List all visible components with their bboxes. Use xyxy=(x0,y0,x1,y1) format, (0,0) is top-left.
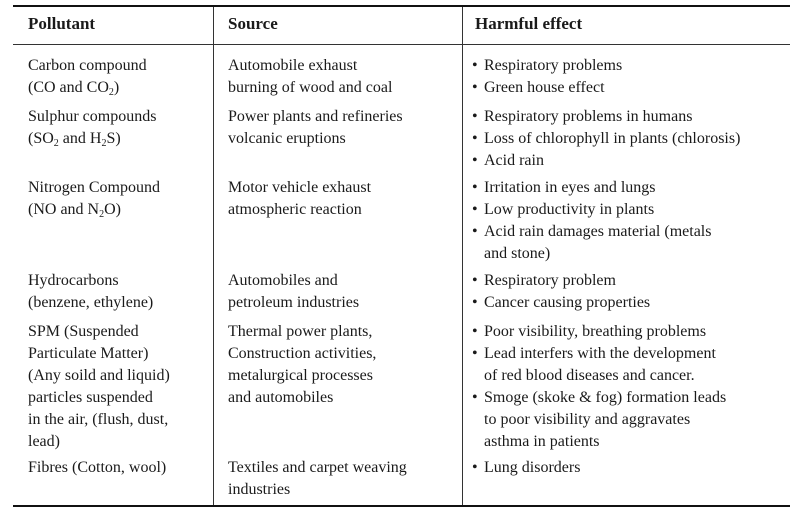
row-fibres-pollutant: Fibres (Cotton, wool) xyxy=(28,459,167,476)
row-nitrogen-pollutant: Nitrogen Compound (NO and $N_2O$) xyxy=(28,179,160,220)
column-divider xyxy=(213,7,214,505)
column-divider xyxy=(462,7,463,505)
header-rule xyxy=(13,44,790,45)
row-nitrogen-effects xyxy=(472,177,711,265)
effect-item: • Respiratory problems xyxy=(472,55,622,77)
effect-item: • Loss of chlorophyll in plants (chlorosis) xyxy=(472,128,740,150)
row-sulphur-effects xyxy=(472,106,740,172)
formula: ($SO_2$ and $H_2S$) xyxy=(28,130,121,149)
effect-item: • Poor visibility, breathing problems xyxy=(472,321,726,343)
row-nitrogen-source: Motor vehicle exhaust atmospheric reaction xyxy=(228,179,372,218)
header-harmful-effect: Harmful effect xyxy=(475,14,583,33)
row-sulphur-pollutant: Sulphur compounds ($SO_2$ and $H_2S$) xyxy=(28,108,157,149)
effect-item: • Respiratory problems in humans xyxy=(472,106,740,128)
effect-item: • Green house effect xyxy=(472,77,622,99)
effect-item: • Irritation in eyes and lungs xyxy=(472,177,711,199)
row-hydrocarbons-pollutant: Hydrocarbons (benzene, ethylene) xyxy=(28,272,154,311)
row-spm-pollutant: SPM (Suspended Particulate Matter) (Any soild and liquid) particles suspended in the air, (flush, dust, lead) xyxy=(28,323,170,450)
row-hydrocarbons-source: Automobiles and petroleum industries xyxy=(228,272,360,311)
row-spm-source: Thermal power plants, Construction activities, metalurgical processes and automobiles xyxy=(228,323,377,406)
effect-item: • Acid rain xyxy=(472,150,740,172)
row-carbon-pollutant: Carbon compound (CO and $CO_2$) xyxy=(28,57,147,98)
effect-item: • Low productivity in plants xyxy=(472,199,711,221)
effect-item: • Smoge (skoke & fog) formation leads to poor visibility and aggravates asthma in patients xyxy=(472,387,726,453)
effect-item: • Lead interfers with the development of red blood diseases and cancer. xyxy=(472,343,726,387)
effect-item: • Respiratory problem xyxy=(472,270,650,292)
formula: (CO and $CO_2$) xyxy=(28,79,120,98)
formula: (NO and $N_2O$) xyxy=(28,201,121,220)
effect-item: • Cancer causing properties xyxy=(472,292,650,314)
row-fibres-effects xyxy=(472,457,580,479)
row-spm-effects xyxy=(472,321,726,453)
effect-item: • Acid rain damages material (metals and stone) xyxy=(472,221,711,265)
effect-item: • Lung disorders xyxy=(472,457,580,479)
row-carbon-effects xyxy=(472,55,622,99)
row-hydrocarbons-effects xyxy=(472,270,650,314)
pollutant-table xyxy=(13,5,790,507)
row-fibres-source: Textiles and carpet weaving industries xyxy=(228,459,407,498)
row-carbon-source: Automobile exhaust burning of wood and coal xyxy=(228,57,393,96)
header-pollutant: Pollutant xyxy=(28,14,96,33)
header-source: Source xyxy=(228,14,278,33)
row-sulphur-source: Power plants and refineries volcanic eruptions xyxy=(228,108,403,147)
